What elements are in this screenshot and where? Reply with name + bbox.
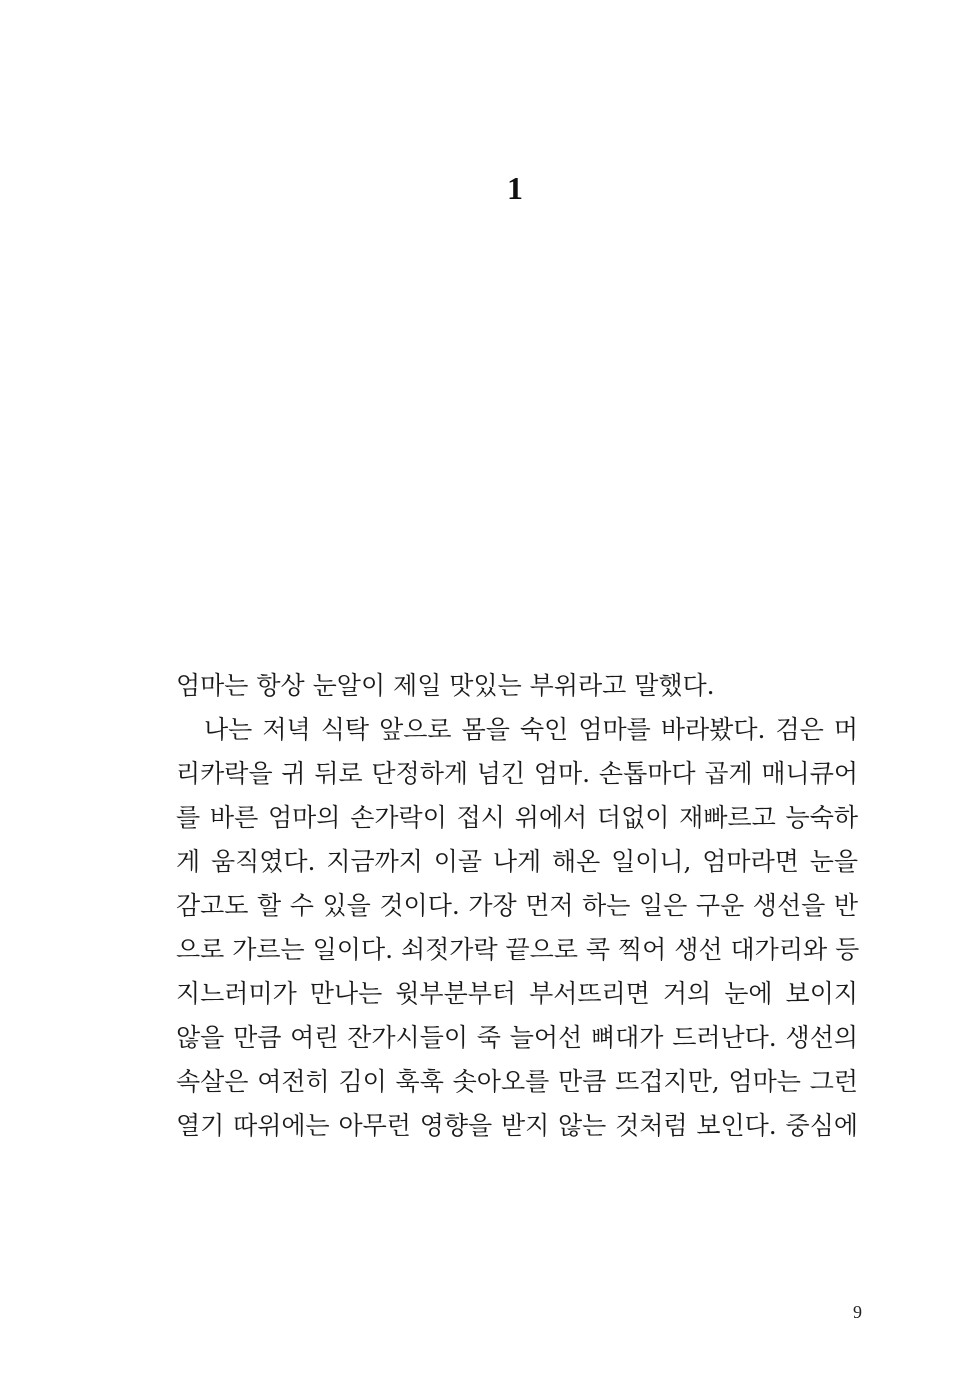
text-line: 나는 저녁 식탁 앞으로 몸을 숙인 엄마를 바라봤다. 검은 머 [204,715,858,744]
text-line: 게 움직였다. 지금까지 이골 나게 해온 일이니, 엄마라면 눈을 [176,847,858,876]
text-line: 를 바른 엄마의 손가락이 접시 위에서 더없이 재빠르고 능숙하 [176,803,858,832]
body-text [176,664,858,1148]
text-line: 리카락을 귀 뒤로 단정하게 넘긴 엄마. 손톱마다 곱게 매니큐어 [176,759,858,788]
chapter-number: 1 [507,170,523,206]
text-line: 열기 따위에는 아무런 영향을 받지 않는 것처럼 보인다. 중심에 [176,1111,858,1140]
text-line: 속살은 여전히 김이 훅훅 솟아오를 만큼 뜨겁지만, 엄마는 그런 [176,1067,858,1096]
text-line: 엄마는 항상 눈알이 제일 맛있는 부위라고 말했다. [176,671,715,700]
text-line: 감고도 할 수 있을 것이다. 가장 먼저 하는 일은 구운 생선을 반 [176,891,858,920]
text-line: 않을 만큼 여린 잔가시들이 죽 늘어선 뼈대가 드러난다. 생선의 [176,1023,858,1052]
page-number: 9 [853,1302,862,1322]
text-line: 으로 가르는 일이다. 쇠젓가락 끝으로 콕 찍어 생선 대가리와 등 [176,935,860,964]
text-line: 지느러미가 만나는 윗부분부터 부서뜨리면 거의 눈에 보이지 [176,979,858,1008]
